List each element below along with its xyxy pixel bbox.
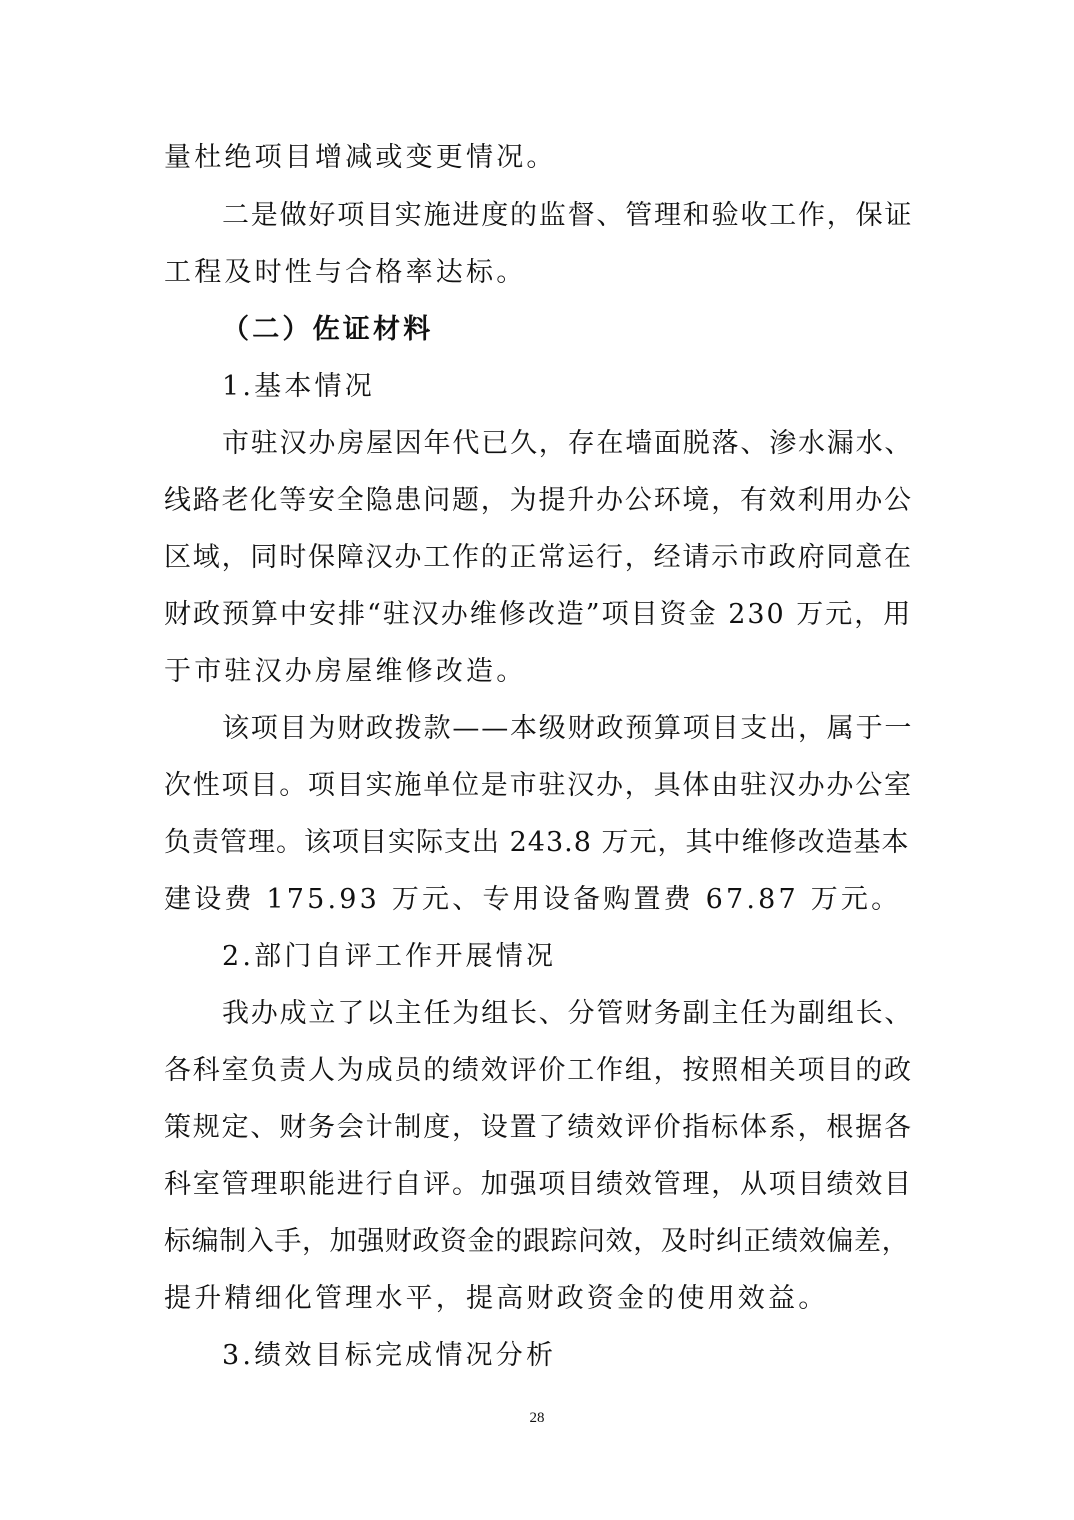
paragraph-line: 提升精细化管理水平，提高财政资金的使用效益。	[164, 1283, 829, 1314]
paragraph-line: 市驻汉办房屋因年代已久，存在墙面脱落、渗水漏水、	[222, 428, 914, 459]
paragraph-line: 我办成立了以主任为组长、分管财务副主任为副组长、	[222, 998, 914, 1029]
paragraph-line: 策规定、财务会计制度，设置了绩效评价指标体系，根据各	[164, 1112, 913, 1143]
paragraph-line: 二是做好项目实施进度的监督、管理和验收工作，保证	[222, 200, 914, 231]
paragraph-line: 标编制入手，加强财政资金的跟踪问效，及时纠正绩效偏差，	[164, 1226, 910, 1257]
paragraph-line: 各科室负责人为成员的绩效评价工作组，按照相关项目的政	[164, 1055, 913, 1086]
paragraph-line: 于市驻汉办房屋维修改造。	[164, 656, 527, 687]
subsection-heading: 3.绩效目标完成情况分析	[222, 1340, 557, 1371]
paragraph-line: 财政预算中安排“驻汉办维修改造”项目资金 230 万元，用	[164, 599, 913, 630]
paragraph-line: 工程及时性与合格率达标。	[164, 257, 527, 288]
paragraph-line: 区域，同时保障汉办工作的正常运行，经请示市政府同意在	[164, 542, 913, 573]
subsection-heading: 1.基本情况	[222, 371, 375, 402]
page-number: 28	[529, 1410, 545, 1426]
paragraph-line: 量杜绝项目增减或变更情况。	[164, 142, 557, 173]
paragraph-line: 次性项目。项目实施单位是市驻汉办，具体由驻汉办办公室	[164, 770, 913, 801]
section-heading: （二）佐证材料	[222, 314, 434, 345]
paragraph-line: 负责管理。该项目实际支出 243.8 万元，其中维修改造基本	[164, 827, 910, 858]
subsection-heading: 2.部门自评工作开展情况	[222, 941, 557, 972]
paragraph-line: 建设费 175.93 万元、专用设备购置费 67.87 万元。	[164, 884, 902, 915]
paragraph-line: 线路老化等安全隐患问题，为提升办公环境，有效利用办公	[164, 485, 913, 516]
paragraph-line: 科室管理职能进行自评。加强项目绩效管理，从项目绩效目	[164, 1169, 913, 1200]
paragraph-line: 该项目为财政拨款——本级财政预算项目支出，属于一	[222, 713, 914, 744]
